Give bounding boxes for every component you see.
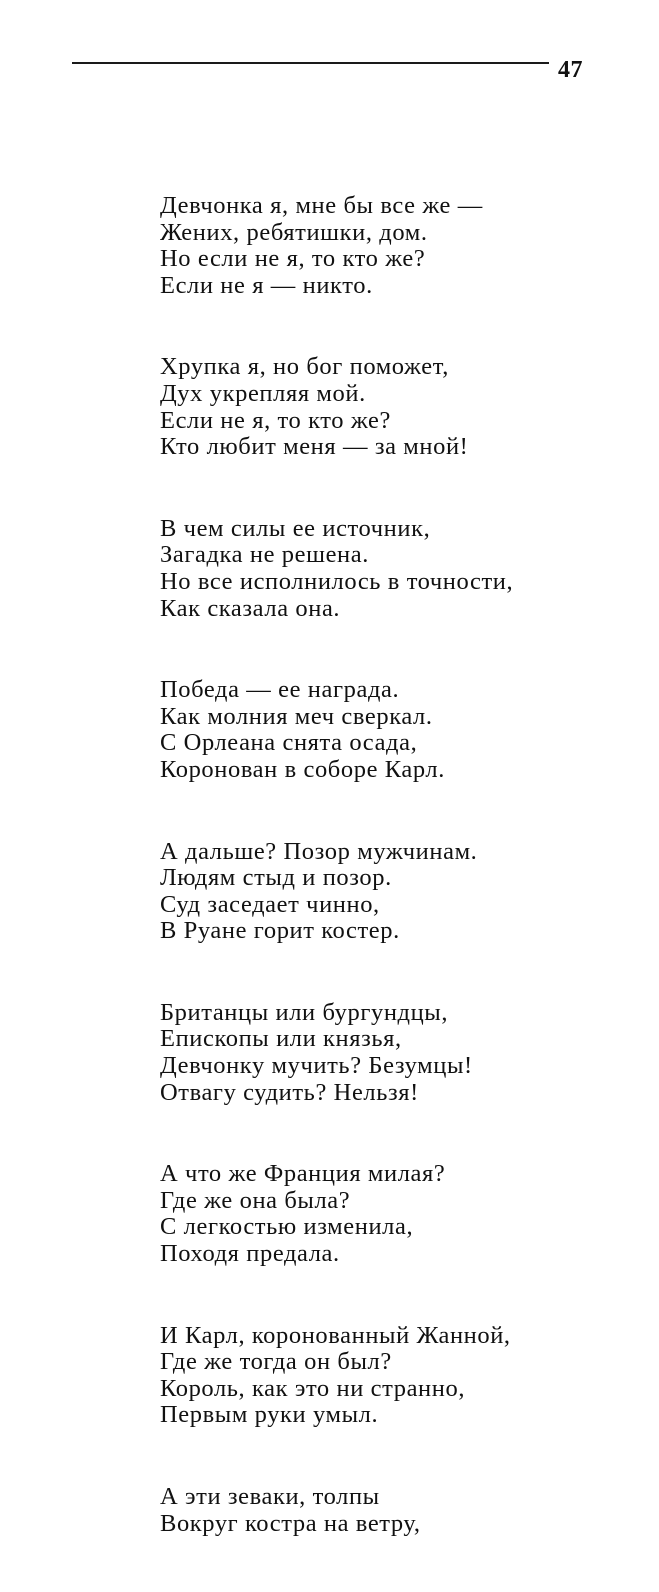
poem — [160, 193, 630, 1592]
poem-line: Как молния меч сверкал. — [160, 702, 433, 730]
poem-line: Где же тогда он был? — [160, 1348, 392, 1376]
header-rule — [72, 62, 549, 64]
poem-line: Коронован в соборе Карл. — [160, 755, 445, 783]
stanza — [160, 516, 630, 622]
poem-line: А дальше? Позор мужчинам. — [160, 837, 478, 865]
stanza — [160, 1161, 630, 1267]
page-number: 47 — [558, 57, 583, 83]
poem-line: Людям стыд и позор. — [160, 864, 392, 892]
poem-line: Британцы или бургундцы, — [160, 998, 449, 1026]
poem-line: Где же она была? — [160, 1186, 351, 1214]
poem-line: Король, как это ни странно, — [160, 1374, 466, 1402]
poem-line: Если не я, то кто же? — [160, 406, 391, 434]
poem-line: Загадка не решена. — [160, 541, 369, 569]
poem-line: Победа — ее награда. — [160, 676, 400, 704]
poem-line: Епископы или князья, — [160, 1025, 402, 1053]
poem-line: С легкостью изменила, — [160, 1213, 414, 1241]
stanza — [160, 193, 630, 299]
stanza — [160, 677, 630, 783]
stanza — [160, 839, 630, 945]
poem-line: Жених, ребятишки, дом. — [160, 218, 428, 246]
poem-line: Девчонку мучить? Безумцы! — [160, 1052, 473, 1080]
poem-line: Дух укрепляя мой. — [160, 379, 366, 407]
poem-line: Суд заседает чинно, — [160, 890, 380, 918]
poem-line: Отвагу судить? Нельзя! — [160, 1078, 419, 1106]
poem-line: Но все исполнилось в точности, — [160, 567, 514, 595]
poem-line: Кто любит меня — за мной! — [160, 433, 469, 461]
poem-line: Но если не я, то кто же? — [160, 245, 426, 273]
poem-line: Походя предала. — [160, 1240, 340, 1268]
stanza — [160, 1323, 630, 1429]
poem-line: Хрупка я, но бог поможет, — [160, 353, 449, 381]
stanza — [160, 1484, 630, 1537]
poem-line: С Орлеана снята осада, — [160, 729, 418, 757]
stanza — [160, 1000, 630, 1106]
poem-line: А что же Франция милая? — [160, 1160, 446, 1188]
poem-line: В Руане горит костер. — [160, 917, 400, 945]
poem-line: В чем силы ее источник, — [160, 514, 431, 542]
poem-line: Если не я — никто. — [160, 271, 373, 299]
poem-line: Вокруг костра на ветру, — [160, 1509, 421, 1537]
stanza — [160, 354, 630, 460]
poem-line: А эти зеваки, толпы — [160, 1483, 380, 1510]
poem-line: Девчонка я, мне бы все же — — [160, 192, 483, 219]
poem-line: И Карл, коронованный Жанной, — [160, 1321, 511, 1349]
poem-line: Первым руки умыл. — [160, 1401, 379, 1429]
poem-line: Как сказала она. — [160, 594, 341, 622]
